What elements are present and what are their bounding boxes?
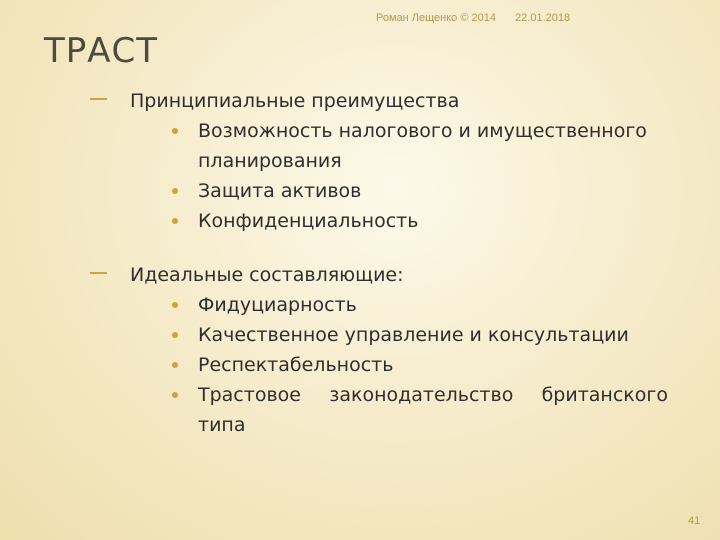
slide-header-meta bbox=[376, 12, 570, 24]
list-item bbox=[198, 116, 678, 176]
section-heading-row bbox=[0, 260, 720, 290]
dash-icon bbox=[90, 272, 107, 274]
section-advantages bbox=[0, 86, 720, 236]
dash-icon bbox=[90, 98, 107, 100]
bullet-dot-icon bbox=[172, 362, 178, 368]
list-item-text: Защита активов bbox=[198, 180, 362, 202]
section-heading: Идеальные составляющие: bbox=[130, 264, 404, 286]
list-item bbox=[198, 380, 678, 440]
slide-title: ТРАСТ bbox=[44, 31, 159, 71]
list-item-text: Конфиденциальность bbox=[198, 210, 419, 232]
section-ideal-components bbox=[0, 260, 720, 440]
list-item bbox=[198, 350, 678, 380]
bullet-dot-icon bbox=[172, 302, 178, 308]
page-number: 41 bbox=[688, 515, 701, 527]
bullet-dot-icon bbox=[172, 392, 178, 398]
list-item-text: Респектабельность bbox=[198, 354, 394, 376]
list-item bbox=[198, 320, 678, 350]
bullet-dot-icon bbox=[172, 332, 178, 338]
section-heading: Принципиальные преимущества bbox=[130, 90, 460, 112]
list-item-text: Трастовое законодательство британского типа bbox=[198, 384, 668, 436]
list-item-text: Возможность налогового и имущественного планирования bbox=[198, 120, 647, 172]
list-item-text: Фидуциарность bbox=[198, 294, 357, 316]
author-copyright: Роман Лещенко © 2014 bbox=[376, 12, 496, 24]
list-item bbox=[198, 290, 678, 320]
section-heading-row bbox=[0, 86, 720, 116]
list-item bbox=[198, 176, 678, 206]
bullet-dot-icon bbox=[172, 188, 178, 194]
bullet-dot-icon bbox=[172, 128, 178, 134]
list-item bbox=[198, 206, 678, 236]
slide-date: 22.01.2018 bbox=[515, 12, 571, 24]
bullet-dot-icon bbox=[172, 218, 178, 224]
list-item-text: Качественное управление и консультации bbox=[198, 324, 629, 346]
